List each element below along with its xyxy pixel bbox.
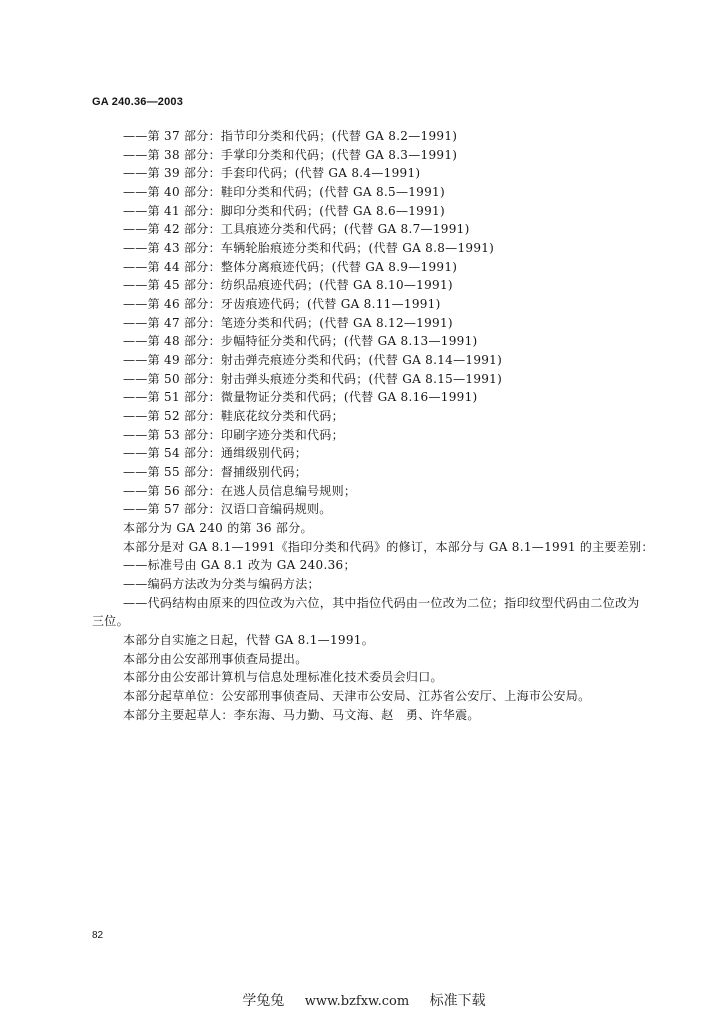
parts-list-item: ——第 51 部分：微量物证分类和代码；(代替 GA 8.16—1991)	[123, 390, 478, 405]
revision-statement: 本部分是对 GA 8.1—1991《指印分类和代码》的修订，本部分与 GA 8.1—1991 的主要差别：	[123, 539, 654, 554]
parts-list-item: ——第 41 部分：脚印分类和代码；(代替 GA 8.6—1991)	[123, 203, 445, 218]
parts-list-item: ——第 40 部分：鞋印分类和代码；(代替 GA 8.5—1991)	[123, 185, 445, 200]
difference-item: ——编码方法改为分类与编码方法；	[123, 577, 320, 592]
parts-list-item: ——第 47 部分：笔迹分类和代码；(代替 GA 8.12—1991)	[123, 315, 453, 330]
parts-list-item: ——第 38 部分：手掌印分类和代码；(代替 GA 8.3—1991)	[123, 147, 458, 162]
parts-list-item: ——第 50 部分：射击弹头痕迹分类和代码；(代替 GA 8.15—1991)	[123, 371, 503, 386]
difference-item-continuation: 三位。	[92, 614, 129, 629]
parts-list-item: ——第 39 部分：手套印代码；(代替 GA 8.4—1991)	[123, 166, 421, 181]
parts-list-item: ——第 54 部分：通缉级别代码；	[123, 446, 307, 461]
parts-list-item: ——第 53 部分：印刷字迹分类和代码；	[123, 427, 344, 442]
parts-list-item: ——第 44 部分：整体分离痕迹代码；(代替 GA 8.9—1991)	[123, 259, 458, 274]
parts-list-item: ——第 45 部分：纺织品痕迹代码；(代替 GA 8.10—1991)	[123, 278, 453, 293]
drafting-units-statement: 本部分起草单位：公安部刑事侦查局、天津市公安局、江苏省公安厅、上海市公安局。	[123, 689, 591, 704]
parts-list-item: ——第 52 部分：鞋底花纹分类和代码；	[123, 409, 344, 424]
parts-list-item: ——第 57 部分：汉语口音编码规则。	[123, 502, 332, 517]
standard-code-header: GA 240.36—2003	[92, 96, 184, 108]
footer-label: 标准下载	[429, 993, 486, 1009]
administered-by-statement: 本部分由公安部计算机与信息处理标准化技术委员会归口。	[123, 670, 443, 685]
replacement-statement: 本部分自实施之日起，代替 GA 8.1—1991。	[123, 633, 375, 648]
parts-list-item: ——第 48 部分：步幅特征分类和代码；(代替 GA 8.13—1991)	[123, 334, 478, 349]
difference-item: ——标准号由 GA 8.1 改为 GA 240.36；	[123, 558, 356, 573]
parts-list-item: ——第 55 部分：督捕级别代码；	[123, 465, 307, 480]
parts-list-item: ——第 49 部分：射击弹壳痕迹分类和代码；(代替 GA 8.14—1991)	[123, 353, 503, 368]
footer-url: www.bzfxw.com	[304, 994, 410, 1009]
parts-list-item: ——第 43 部分：车辆轮胎痕迹分类和代码；(代替 GA 8.8—1991)	[123, 241, 495, 256]
footer-site-name: 学兔兔	[242, 993, 285, 1009]
part-statement: 本部分为 GA 240 的第 36 部分。	[123, 521, 313, 536]
parts-list-item: ——第 37 部分：指节印分类和代码；(代替 GA 8.2—1991)	[123, 129, 458, 143]
footer-watermark	[0, 990, 728, 1010]
parts-list-item: ——第 42 部分：工具痕迹分类和代码；(代替 GA 8.7—1991)	[123, 222, 470, 237]
difference-item: ——代码结构由原来的四位改为六位，其中指位代码由一位改为二位；指印纹型代码由二位改为	[123, 595, 640, 610]
parts-list	[92, 127, 662, 519]
parts-list-item: ——第 56 部分：在逃人员信息编号规则；	[123, 483, 357, 498]
document-body	[92, 127, 662, 725]
proposed-by-statement: 本部分由公安部刑事侦查局提出。	[123, 651, 308, 666]
page-number: 82	[92, 930, 104, 941]
parts-list-item: ——第 46 部分：牙齿痕迹代码；(代替 GA 8.11—1991)	[123, 297, 441, 312]
differences-list	[92, 556, 662, 631]
drafters-statement: 本部分主要起草人：李东海、马力勤、马文海、赵 勇、许华震。	[123, 707, 480, 722]
